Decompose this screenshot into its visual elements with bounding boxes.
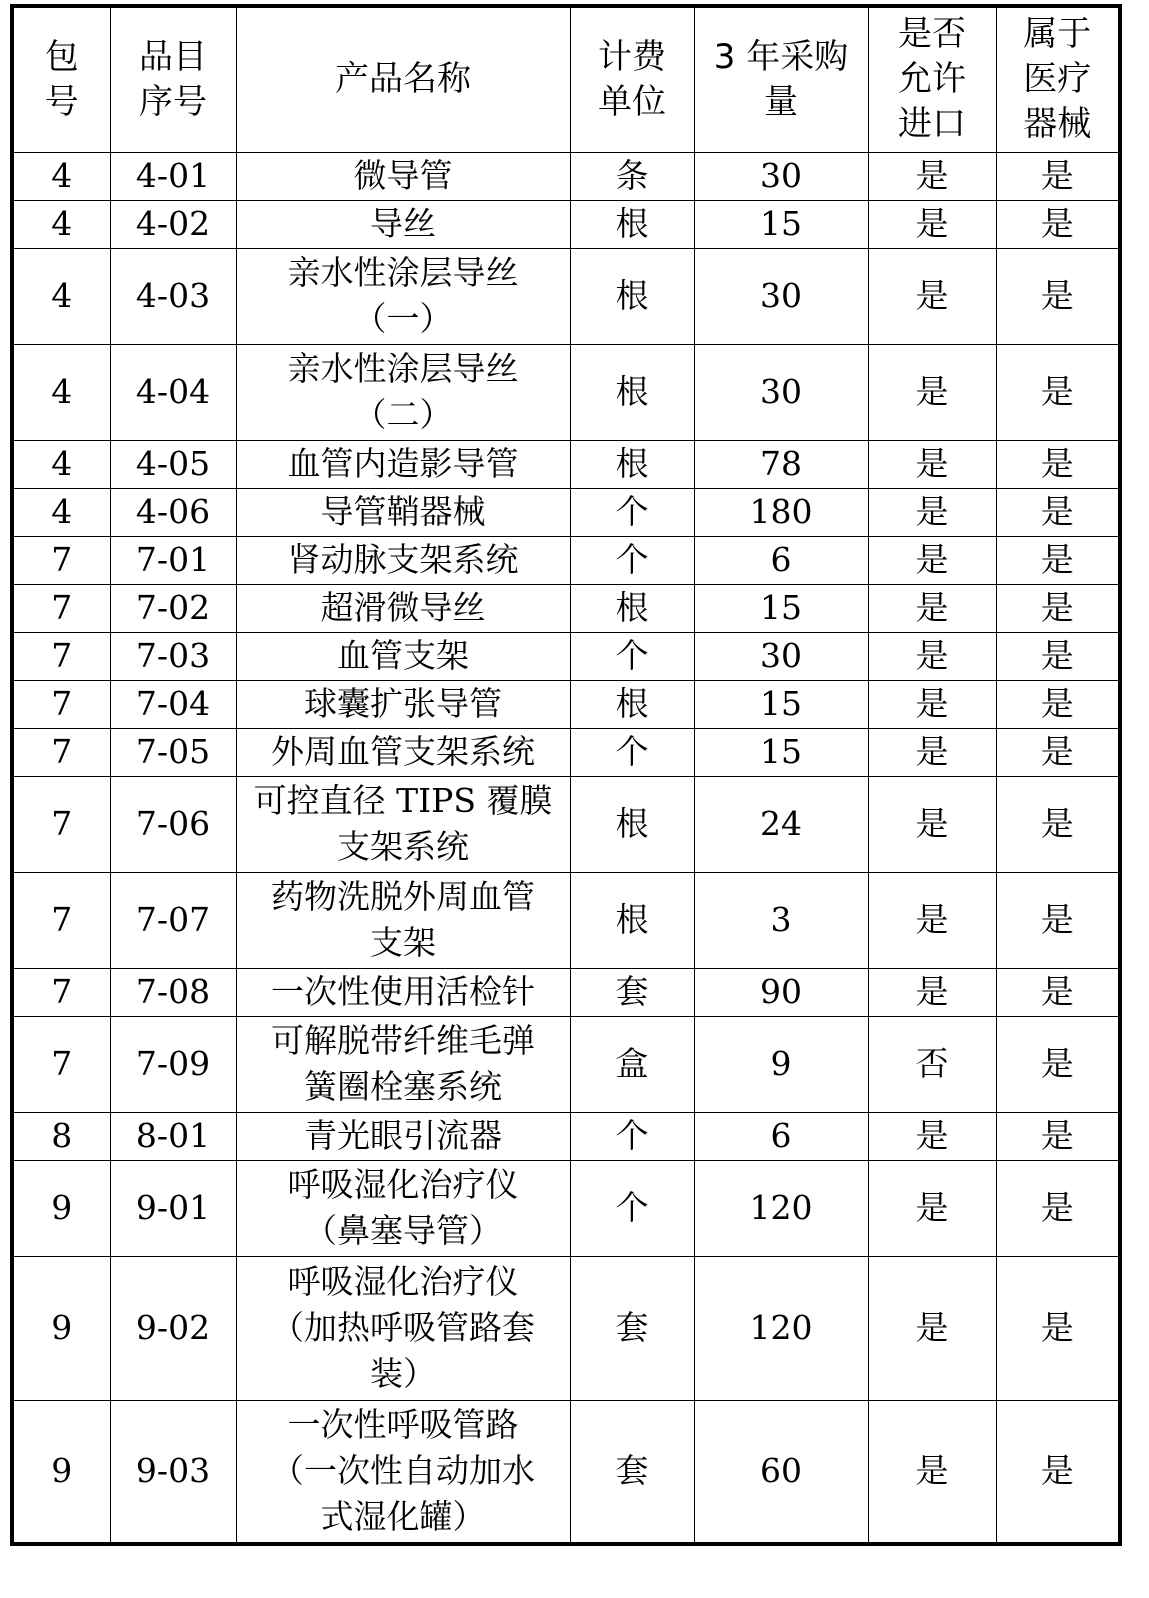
billing-unit-cell: 套: [570, 1256, 694, 1400]
quantity-cell: 15: [694, 200, 868, 248]
header-item-no: [110, 6, 236, 152]
item-no-cell: 8-01: [110, 1112, 236, 1160]
product-name-line: 血管支架: [337, 636, 469, 675]
header-line: 器械: [1023, 104, 1092, 145]
import-allowed-cell: 是: [868, 152, 996, 200]
table-row: [12, 1256, 1120, 1400]
package-no-cell: 7: [12, 680, 110, 728]
product-name-line: 导管鞘器械: [320, 492, 486, 531]
package-no-cell: 7: [12, 632, 110, 680]
table-row: [12, 488, 1120, 536]
product-name-cell: [236, 680, 570, 728]
header-line: 序号: [139, 81, 207, 122]
medical-device-cell: 是: [996, 1256, 1120, 1400]
package-no-cell: 9: [12, 1400, 110, 1544]
quantity-cell: 60: [694, 1400, 868, 1544]
product-name-line: 微导管: [353, 156, 453, 195]
product-name-line: 亲水性涂层导丝: [287, 349, 519, 388]
package-no-cell: 7: [12, 1016, 110, 1112]
import-allowed-cell: 是: [868, 632, 996, 680]
medical-device-cell: 是: [996, 248, 1120, 344]
item-no-cell: 4-05: [110, 440, 236, 488]
product-name-cell: [236, 248, 570, 344]
product-name-line: 一次性呼吸管路: [287, 1405, 519, 1445]
product-name-line: 药物洗脱外周血管: [271, 877, 535, 916]
table-row: [12, 536, 1120, 584]
package-no-cell: 4: [12, 344, 110, 440]
product-name-line: 肾动脉支架系统: [287, 540, 519, 579]
item-no-cell: 4-03: [110, 248, 236, 344]
item-no-cell: 7-04: [110, 680, 236, 728]
header-line: 品目: [139, 36, 207, 77]
medical-device-cell: 是: [996, 152, 1120, 200]
header-line: 产品名称: [335, 59, 471, 100]
table-row: [12, 440, 1120, 488]
import-allowed-cell: 是: [868, 344, 996, 440]
product-name-cell: [236, 1112, 570, 1160]
table-row: [12, 776, 1120, 872]
item-no-cell: 7-05: [110, 728, 236, 776]
table-row: [12, 728, 1120, 776]
quantity-cell: 78: [694, 440, 868, 488]
product-name-cell: [236, 776, 570, 872]
product-name-line: （一次性自动加水: [271, 1451, 535, 1491]
table-body: [12, 152, 1120, 1544]
quantity-cell: 30: [694, 248, 868, 344]
item-no-cell: 7-02: [110, 584, 236, 632]
billing-unit-cell: 根: [570, 440, 694, 488]
import-allowed-cell: 是: [868, 968, 996, 1016]
medical-device-cell: 是: [996, 584, 1120, 632]
billing-unit-cell: 个: [570, 1112, 694, 1160]
header-line: 计费: [598, 36, 666, 77]
header-line: 是否: [898, 14, 966, 55]
product-name-line: 可控直径 TIPS 覆膜: [253, 781, 553, 820]
quantity-cell: 6: [694, 1112, 868, 1160]
billing-unit-cell: 个: [570, 632, 694, 680]
table-row: [12, 200, 1120, 248]
quantity-cell: 30: [694, 152, 868, 200]
product-name-line: 青光眼引流器: [304, 1116, 502, 1155]
table-row: [12, 968, 1120, 1016]
product-name-cell: [236, 584, 570, 632]
quantity-cell: 90: [694, 968, 868, 1016]
header-line: 量: [764, 81, 798, 122]
product-name-line: （鼻塞导管）: [304, 1211, 502, 1250]
medical-device-cell: 是: [996, 680, 1120, 728]
import-allowed-cell: 是: [868, 248, 996, 344]
package-no-cell: 9: [12, 1256, 110, 1400]
product-name-line: 支架: [370, 923, 436, 962]
table-row: [12, 584, 1120, 632]
quantity-cell: 120: [694, 1256, 868, 1400]
package-no-cell: 7: [12, 536, 110, 584]
item-no-cell: 7-06: [110, 776, 236, 872]
header-import-allowed: [868, 6, 996, 152]
header-line: 进口: [898, 104, 966, 145]
table-row: [12, 1016, 1120, 1112]
billing-unit-cell: 根: [570, 776, 694, 872]
product-name-cell: [236, 200, 570, 248]
package-no-cell: 7: [12, 584, 110, 632]
table-row: [12, 1160, 1120, 1256]
product-name-line: 呼吸湿化治疗仪: [287, 1165, 519, 1204]
import-allowed-cell: 是: [868, 728, 996, 776]
import-allowed-cell: 是: [868, 1400, 996, 1544]
table-row: [12, 344, 1120, 440]
medical-device-cell: 是: [996, 776, 1120, 872]
item-no-cell: 7-03: [110, 632, 236, 680]
package-no-cell: 9: [12, 1160, 110, 1256]
item-no-cell: 7-07: [110, 872, 236, 968]
package-no-cell: 7: [12, 872, 110, 968]
medical-device-cell: 是: [996, 200, 1120, 248]
product-name-cell: [236, 1160, 570, 1256]
product-name-line: 支架系统: [337, 827, 469, 866]
item-no-cell: 4-06: [110, 488, 236, 536]
billing-unit-cell: 个: [570, 488, 694, 536]
product-name-line: （一）: [353, 299, 453, 338]
product-name-line: 血管内造影导管: [287, 444, 519, 483]
item-no-cell: 4-01: [110, 152, 236, 200]
quantity-cell: 120: [694, 1160, 868, 1256]
billing-unit-cell: 盒: [570, 1016, 694, 1112]
product-name-cell: [236, 344, 570, 440]
billing-unit-cell: 套: [570, 1400, 694, 1544]
item-no-cell: 9-02: [110, 1256, 236, 1400]
table-row: [12, 872, 1120, 968]
table-row: [12, 632, 1120, 680]
table-row: [12, 152, 1120, 200]
import-allowed-cell: 是: [868, 776, 996, 872]
medical-device-cell: 是: [996, 632, 1120, 680]
product-name-line: 装）: [370, 1354, 436, 1393]
import-allowed-cell: 是: [868, 440, 996, 488]
header-package-no: [12, 6, 110, 152]
import-allowed-cell: 是: [868, 536, 996, 584]
product-name-line: 外周血管支架系统: [271, 732, 535, 771]
package-no-cell: 4: [12, 200, 110, 248]
table-row: [12, 680, 1120, 728]
product-name-cell: [236, 632, 570, 680]
header-product-name: [236, 6, 570, 152]
package-no-cell: 7: [12, 776, 110, 872]
item-no-cell: 4-04: [110, 344, 236, 440]
procurement-table: [10, 4, 1122, 1546]
billing-unit-cell: 根: [570, 344, 694, 440]
quantity-cell: 9: [694, 1016, 868, 1112]
package-no-cell: 4: [12, 152, 110, 200]
product-name-line: 呼吸湿化治疗仪: [287, 1262, 519, 1301]
billing-unit-cell: 条: [570, 152, 694, 200]
header-row: [12, 6, 1120, 152]
medical-device-cell: 是: [996, 968, 1120, 1016]
quantity-cell: 3: [694, 872, 868, 968]
product-name-line: 可解脱带纤维毛弹: [271, 1021, 535, 1060]
medical-device-cell: 是: [996, 1112, 1120, 1160]
billing-unit-cell: 个: [570, 536, 694, 584]
quantity-cell: 15: [694, 584, 868, 632]
package-no-cell: 7: [12, 968, 110, 1016]
item-no-cell: 4-02: [110, 200, 236, 248]
item-no-cell: 7-01: [110, 536, 236, 584]
billing-unit-cell: 根: [570, 248, 694, 344]
header-line: 包: [44, 36, 79, 77]
import-allowed-cell: 是: [868, 488, 996, 536]
product-name-line: 超滑微导丝: [320, 588, 486, 627]
product-name-line: 导丝: [370, 204, 436, 243]
billing-unit-cell: 根: [570, 680, 694, 728]
quantity-cell: 15: [694, 728, 868, 776]
table-row: [12, 248, 1120, 344]
product-name-line: （二）: [353, 395, 453, 434]
product-name-cell: [236, 536, 570, 584]
product-name-line: 球囊扩张导管: [304, 684, 502, 723]
header-3yr-quantity: [694, 6, 868, 152]
product-name-cell: [236, 1016, 570, 1112]
import-allowed-cell: 是: [868, 680, 996, 728]
product-name-cell: [236, 968, 570, 1016]
import-allowed-cell: 否: [868, 1016, 996, 1112]
product-name-cell: [236, 1256, 570, 1400]
medical-device-cell: 是: [996, 728, 1120, 776]
product-name-line: （加热呼吸管路套: [271, 1308, 535, 1347]
package-no-cell: 4: [12, 440, 110, 488]
import-allowed-cell: 是: [868, 1256, 996, 1400]
product-name-cell: [236, 488, 570, 536]
procurement-table-container: [10, 4, 1122, 1546]
package-no-cell: 4: [12, 488, 110, 536]
product-name-line: 簧圈栓塞系统: [304, 1067, 502, 1106]
product-name-line: 一次性使用活检针: [271, 972, 535, 1011]
medical-device-cell: 是: [996, 536, 1120, 584]
header-line: 允许: [898, 59, 966, 100]
quantity-cell: 24: [694, 776, 868, 872]
billing-unit-cell: 个: [570, 728, 694, 776]
package-no-cell: 4: [12, 248, 110, 344]
product-name-cell: [236, 152, 570, 200]
billing-unit-cell: 套: [570, 968, 694, 1016]
medical-device-cell: 是: [996, 1400, 1120, 1544]
header-billing-unit: [570, 6, 694, 152]
import-allowed-cell: 是: [868, 1160, 996, 1256]
product-name-line: 亲水性涂层导丝: [287, 253, 519, 292]
product-name-cell: [236, 440, 570, 488]
import-allowed-cell: 是: [868, 584, 996, 632]
import-allowed-cell: 是: [868, 872, 996, 968]
medical-device-cell: 是: [996, 1016, 1120, 1112]
header-medical-device: [996, 6, 1120, 152]
table-row: [12, 1400, 1120, 1544]
item-no-cell: 7-08: [110, 968, 236, 1016]
item-no-cell: 7-09: [110, 1016, 236, 1112]
medical-device-cell: 是: [996, 488, 1120, 536]
medical-device-cell: 是: [996, 1160, 1120, 1256]
item-no-cell: 9-03: [110, 1400, 236, 1544]
product-name-cell: [236, 1400, 570, 1544]
medical-device-cell: 是: [996, 872, 1120, 968]
header-line: 属于: [1023, 14, 1092, 55]
product-name-line: 式湿化罐）: [320, 1497, 486, 1537]
table-header: [12, 6, 1120, 152]
package-no-cell: 7: [12, 728, 110, 776]
billing-unit-cell: 根: [570, 584, 694, 632]
billing-unit-cell: 根: [570, 872, 694, 968]
import-allowed-cell: 是: [868, 200, 996, 248]
billing-unit-cell: 个: [570, 1160, 694, 1256]
quantity-cell: 6: [694, 536, 868, 584]
quantity-cell: 30: [694, 344, 868, 440]
package-no-cell: 8: [12, 1112, 110, 1160]
header-line: 3 年采购: [713, 36, 849, 77]
billing-unit-cell: 根: [570, 200, 694, 248]
quantity-cell: 30: [694, 632, 868, 680]
quantity-cell: 180: [694, 488, 868, 536]
quantity-cell: 15: [694, 680, 868, 728]
medical-device-cell: 是: [996, 344, 1120, 440]
item-no-cell: 9-01: [110, 1160, 236, 1256]
table-row: [12, 1112, 1120, 1160]
product-name-cell: [236, 872, 570, 968]
header-line: 医疗: [1023, 59, 1092, 100]
medical-device-cell: 是: [996, 440, 1120, 488]
product-name-cell: [236, 728, 570, 776]
import-allowed-cell: 是: [868, 1112, 996, 1160]
header-line: 单位: [598, 81, 666, 122]
header-line: 号: [44, 81, 79, 122]
